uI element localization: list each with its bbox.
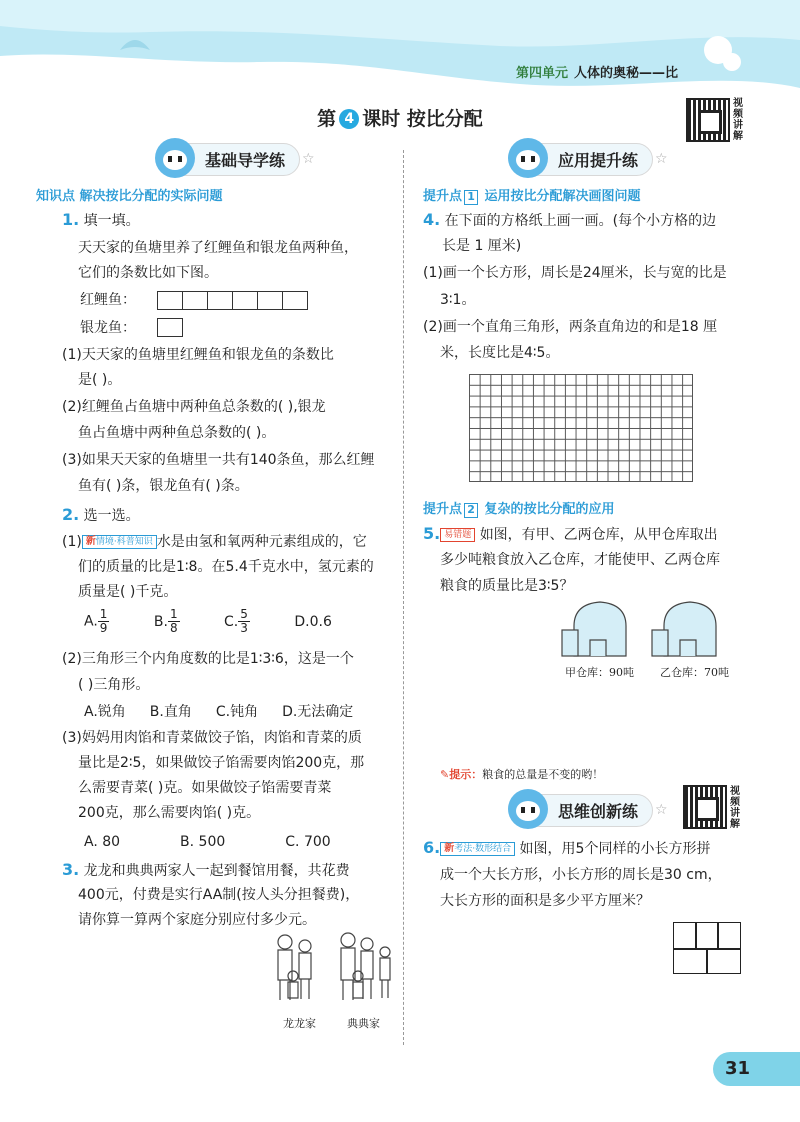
unit-heading: 第四单元 人体的奥秘——比 [516,66,679,81]
rectangle-figure [673,922,741,974]
families-illustration [270,930,400,1010]
q6-line-1: 6. 新考法·数形结合 如图，用5个同样的小长方形拼 [423,838,711,857]
q2-p2-2: ( )三角形。 [78,677,150,693]
qr-code-top[interactable] [686,98,730,142]
column-divider [403,150,404,1045]
silver-fish-label: 银龙鱼： [80,320,136,336]
q2-p2-1: (2)三角形三个内角度数的比是1∶3∶6，这是一个 [62,651,354,667]
q2-p1-2: 们的质量的比是1∶8。在5.4千克水中，氢元素的 [78,559,374,575]
qr-code-bottom[interactable] [683,785,727,829]
q1-p2-2: 鱼占鱼塘中两种鱼总条数的( )。 [78,425,276,441]
mascot-icon [508,138,548,178]
q3-line-3: 请你算一算两个家庭分别应付多少元。 [78,912,316,928]
q4-p2-2: 米，长度比是4∶5。 [440,345,560,361]
red-fish-bar [157,291,307,310]
q2-p3-options: A. 80 B. 500 C. 700 [84,834,331,850]
tag-error-prone: 易错题 [440,528,475,542]
q4-p1-1: (1)画一个长方形，周长是24厘米，长与宽的比是 [423,265,727,281]
q1-intro-2: 它们的条数比如下图。 [78,265,218,281]
mascot-icon [155,138,195,178]
improve-point-2: 提升点 2 复杂的按比分配的应用 [423,502,615,517]
q2-p1-3: 质量是( )千克。 [78,584,178,600]
qr-label-bottom: 视频讲解 [730,786,740,830]
q2-p3-3: 么需要青菜( )克。如果做饺子馅需要青菜 [78,780,332,796]
warehouse-b-label: 乙仓库：70吨 [660,666,729,679]
q5-line-3: 粮食的质量比是3∶5？ [440,578,574,594]
q1-intro-1: 天天家的鱼塘里养了红鲤鱼和银龙鱼两种鱼， [78,240,358,256]
knowledge-point: 知识点 解决按比分配的实际问题 [36,189,223,204]
q4-p2-1: (2)画一个直角三角形，两条直角边的和是18 厘 [423,319,718,335]
q5-line-2: 多少吨粮食放入乙仓库，才能使甲、乙两仓库 [440,552,720,568]
star-icon: ☆ [655,151,668,167]
star-icon: ☆ [655,802,668,818]
q1-p3-2: 鱼有( )条，银龙鱼有( )条。 [78,478,249,494]
q2-p3-4: 200克，那么需要肉馅( )克。 [78,805,261,821]
q4-p1-2: 3∶1。 [440,292,476,308]
mascot-icon [508,789,548,829]
header-banner [0,0,800,95]
qr-label-top: 视频讲解 [733,98,743,142]
q3-line-1: 3. 龙龙和典典两家人一起到餐馆用餐，共花费 [62,860,350,879]
q1-title: 1. 填一填。 [62,210,140,229]
section-thinking: 思维创新练 ☆ [513,793,668,827]
lesson-number-badge: 4 [339,109,359,129]
section-applied: 应用提升练 ☆ [513,142,668,176]
q2-p1-1: (1) 新情境·科普知识 水是由氢和氧两种元素组成的，它 [62,534,367,550]
q1-p1-1: (1)天天家的鱼塘里红鲤鱼和银龙鱼的条数比 [62,347,334,363]
section-basic: 基础导学练 ☆ [160,142,315,176]
graph-paper-grid[interactable] [469,374,693,482]
q1-p1-2: 是( )。 [78,372,122,388]
hint-icon: ✎ [440,768,450,781]
page-number: 31 [713,1052,800,1086]
family-longlong-label: 龙龙家 [283,1017,316,1030]
q2-p3-1: (3)妈妈用肉馅和青菜做饺子馅，肉馅和青菜的质 [62,730,362,746]
lesson-title: 第 4 课时 按比分配 [317,108,483,130]
silver-fish-bar [157,318,182,337]
q3-line-2: 400元，付费是实行AA制(按人头分担餐费)， [78,887,360,903]
q2-p2-options: A.锐角 B.直角 C.钝角 D.无法确定 [84,704,354,720]
q1-p2-1: (2)红鲤鱼占鱼塘中两种鱼总条数的( ),银龙 [62,399,326,415]
q6-line-3: 大长方形的面积是多少平方厘米？ [440,893,650,909]
hint: ✎提示：粮食的总量是不变的哟！ [440,768,604,781]
family-diandian-label: 典典家 [347,1017,380,1030]
star-icon: ☆ [302,151,315,167]
q4-line-2: 长是 1 厘米) [442,238,522,254]
q6-line-2: 成一个大长方形，小长方形的周长是30 cm， [440,867,722,883]
tag-new-science: 新情境·科普知识 [82,535,157,549]
q2-p1-options: A. $\frac{1}{9}$ B. $\frac{1}{8}$ C. $\frac{5}{3}$ D.0.6 [84,607,332,635]
warehouse-a-label: 甲仓库：90吨 [565,666,634,679]
improve-point-1: 提升点 1 运用按比分配解决画图问题 [423,189,641,204]
red-fish-label: 红鲤鱼： [80,292,136,308]
q4-line-1: 4. 在下面的方格纸上画一画。(每个小方格的边 [423,210,717,229]
q2-title: 2. 选一选。 [62,505,140,524]
q2-p3-2: 量比是2∶5，如果做饺子馅需要肉馅200克，那 [78,755,365,771]
q1-p3-1: (3)如果天天家的鱼塘里一共有140条鱼，那么红鲤 [62,452,375,468]
q5-line-1: 5. 易错题 如图，有甲、乙两仓库，从甲仓库取出 [423,524,718,543]
warehouses-illustration [560,596,740,662]
tag-new-method: 新考法·数形结合 [440,842,515,856]
